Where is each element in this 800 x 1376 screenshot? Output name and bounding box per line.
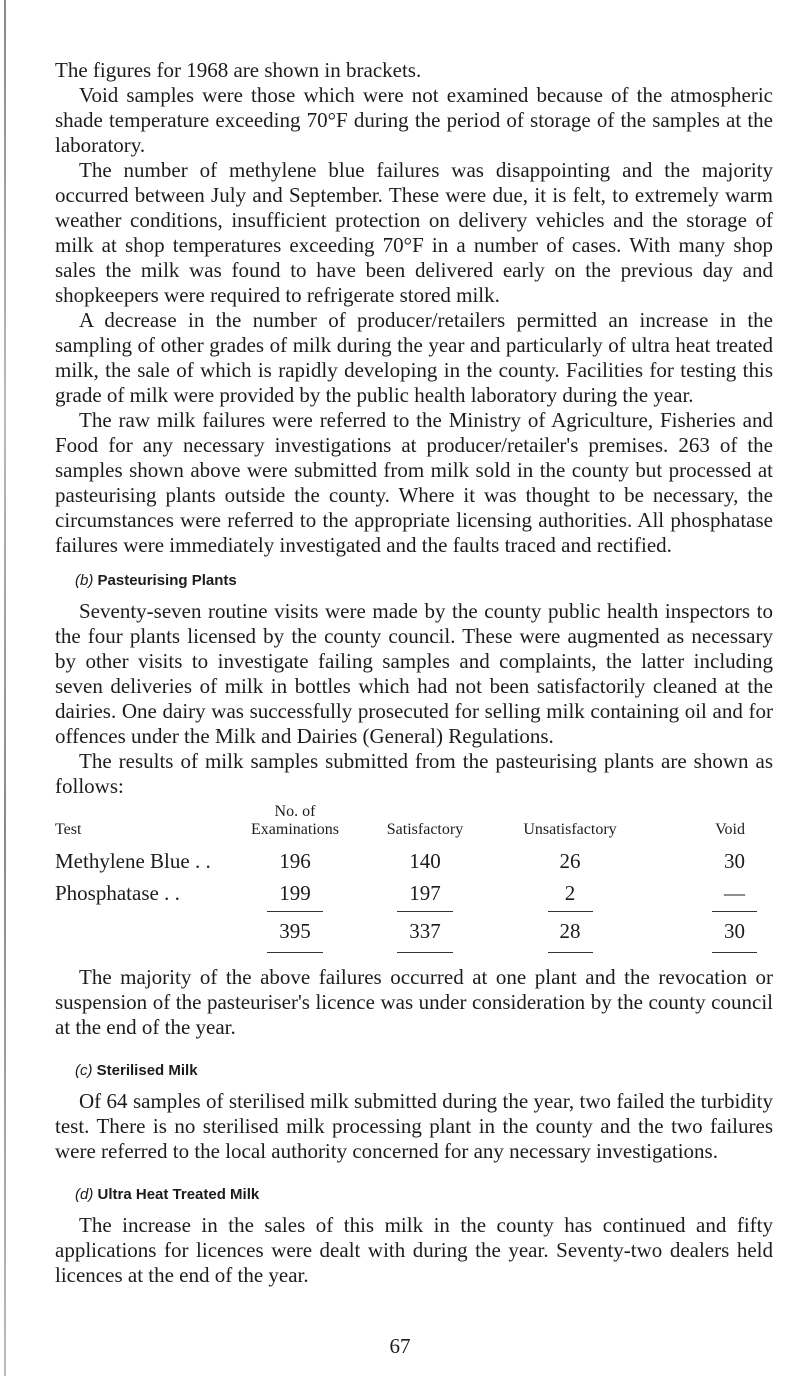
results-table — [55, 803, 755, 955]
paragraph-majority-failures: The majority of the above failures occurred at one plant and the revocation or suspension of the pasteuriser's licence was under consideration by the county council at the end of the year. — [55, 965, 773, 1039]
table-row — [55, 845, 755, 877]
section-title: Ultra Heat Treated Milk — [97, 1186, 260, 1203]
header-examinations: No. of Examinations — [251, 803, 339, 838]
cell-void: — — [724, 881, 745, 905]
paragraph-raw-milk-failures: The raw milk failures were referred to the Ministry of Agriculture, Fisheries and Food for any necessary investigations at producer/retailer's premises. 263 of the samples shown above were submitted from milk sold in the county but processed at pasteurising plants outside the county. Where it was thought to be necessary, the circumstances were referred to the appropriate licensing authorities. All phosphatase failures were immediately investigated and the faults traced and rectified. — [55, 408, 773, 557]
cell-examinations: 196 — [279, 849, 311, 873]
section-letter: (b) — [75, 572, 94, 589]
header-test: Test — [55, 821, 82, 838]
header-void: Void — [715, 821, 745, 838]
total-satisfactory: 337 — [409, 919, 441, 943]
paragraph-sterilised-milk: Of 64 samples of sterilised milk submitted during the year, two failed the turbidity test. There is no sterilised milk processing plant in the county and the two failures were referred to the local authority concerned for any necessary investigations. — [55, 1089, 773, 1163]
cell-test: Methylene Blue . . — [55, 849, 211, 873]
section-title: Pasteurising Plants — [97, 572, 237, 589]
header-satisfactory: Satisfactory — [386, 821, 464, 838]
cell-test: Phosphatase . . — [55, 881, 180, 905]
section-title: Sterilised Milk — [96, 1062, 198, 1079]
table-total-row — [55, 909, 755, 955]
page-number: 67 — [389, 1334, 411, 1358]
total-void: 30 — [724, 919, 745, 943]
section-heading-uht-milk — [75, 1186, 773, 1203]
cell-void: 30 — [724, 849, 745, 873]
cell-unsatisfactory: 26 — [559, 849, 581, 873]
paragraph-results-intro: The results of milk samples submitted from the pasteurising plants are shown as follows: — [55, 749, 773, 798]
cell-satisfactory: 197 — [409, 881, 441, 905]
paragraph-routine-visits: Seventy-seven routine visits were made by the county public health inspectors to the four plants licensed by the county council. These were augmented as necessary by other visits to investigate failing samples and complaints, the latter including seven deliveries of milk in bottles which had not been satisfactorily cleaned at the dairies. One dairy was successfully prosecuted for selling milk containing oil and for offences under the Milk and Dairies (General) Regulations. — [55, 599, 773, 748]
table-row — [55, 877, 755, 909]
cell-satisfactory: 140 — [409, 849, 441, 873]
header-unsatisfactory: Unsatisfactory — [523, 821, 617, 838]
paragraph-methylene-failures: The number of methylene blue failures was disappointing and the majority occurred between July and September. These were due, it is felt, to extremely warm weather conditions, insufficient protection on delivery vehicles and the storage of milk at shop temperatures exceeding 70°F in a number of cases. With many shop sales the milk was found to have been delivered early on the previous day and shopkeepers were required to refrigerate stored milk. — [55, 158, 773, 307]
paragraph-void-samples: Void samples were those which were not examined because of the atmospheric shade temperature exceeding 70°F during the period of storage of the samples at the laboratory. — [55, 83, 773, 157]
total-examinations: 395 — [279, 919, 311, 943]
table-header-row — [55, 803, 755, 845]
paragraph-uht-milk: The increase in the sales of this milk in the county has continued and fifty applications for licences were dealt with during the year. Seventy-two dealers held licences at the end of the year. — [55, 1213, 773, 1287]
document-body — [55, 58, 773, 1288]
intro-note: The figures for 1968 are shown in brackets. — [55, 58, 422, 82]
section-letter: (d) — [75, 1186, 94, 1203]
total-unsatisfactory: 28 — [559, 919, 581, 943]
cell-examinations: 199 — [279, 881, 311, 905]
section-heading-sterilised-milk — [75, 1062, 773, 1079]
section-letter: (c) — [75, 1062, 93, 1079]
section-heading-pasteurising-plants — [75, 572, 773, 589]
page-edge — [4, 0, 6, 1376]
paragraph-producer-retailers: A decrease in the number of producer/retailers permitted an increase in the sampling of other grades of milk during the year and particularly of ultra heat treated milk, the sale of which is rapidly developing in the county. Facilities for testing this grade of milk were provided by the public health laboratory during the year. — [55, 308, 773, 407]
cell-unsatisfactory: 2 — [564, 881, 576, 905]
